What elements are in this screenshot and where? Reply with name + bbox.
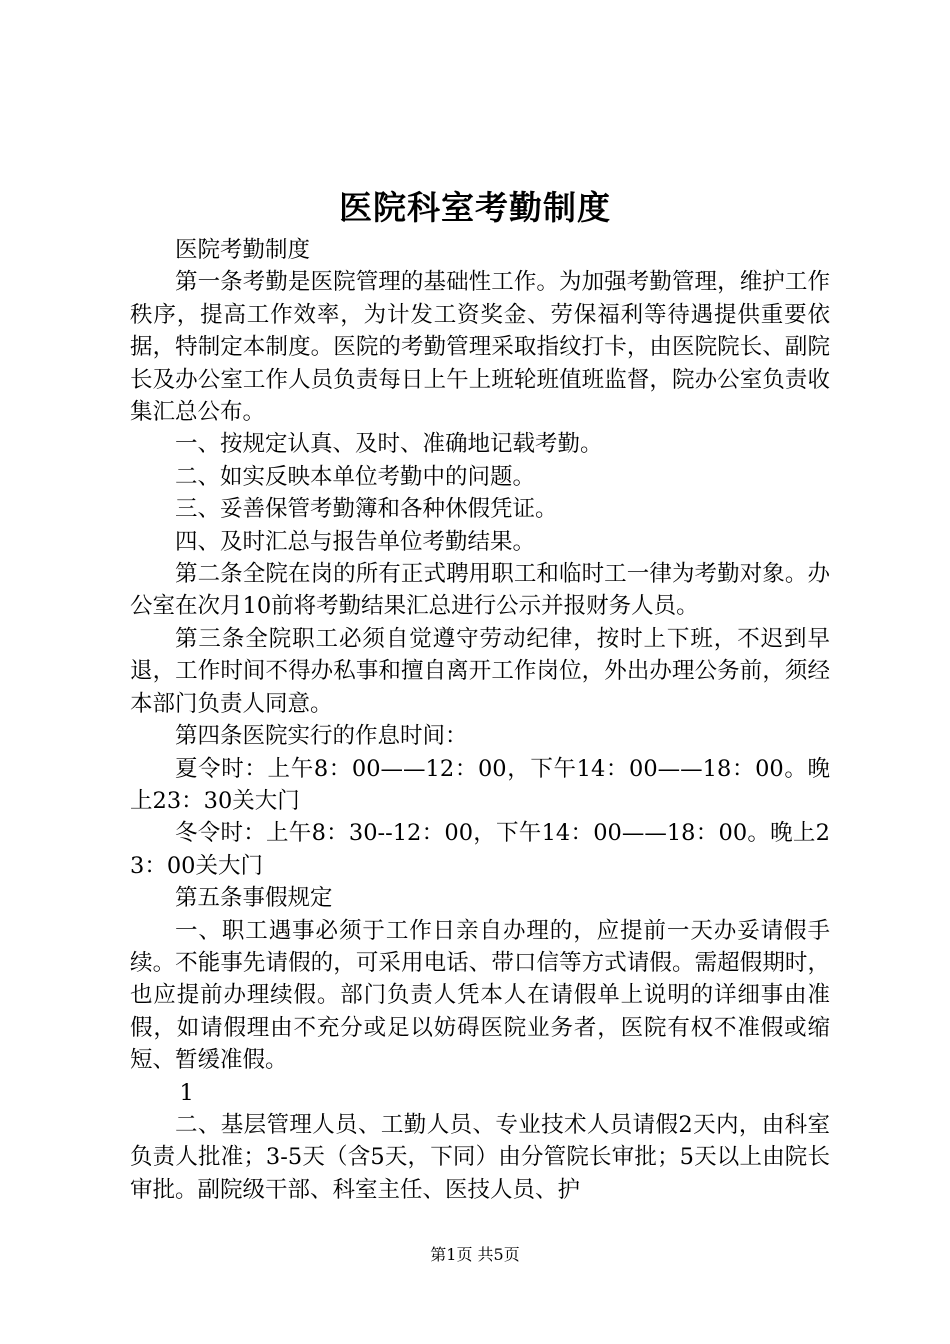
document-body	[130, 234, 830, 1206]
article-paragraph: 第二条全院在岗的所有正式聘用职工和临时工一律为考勤对象。办公室在次月10前将考勤结果汇总进行公示并报财务人员。	[130, 561, 830, 620]
article-paragraph: 第五条事假规定	[175, 885, 333, 912]
article-paragraph: 第四条医院实行的作息时间：	[175, 723, 468, 750]
list-item: 二、如实反映本单位考勤中的问题。	[175, 463, 536, 490]
page-footer: 第1页 共5页	[430, 1245, 520, 1264]
list-item: 一、按规定认真、及时、准确地记载考勤。	[175, 431, 603, 458]
list-item: 二、基层管理人员、工勤人员、专业技术人员请假2天内，由科室负责人批准；3-5天（含5天，下同）由分管院长审批；5天以上由院长审批。副院级干部、科室主任、医技人员、护	[130, 1111, 830, 1203]
list-item: 四、及时汇总与报告单位考勤结果。	[175, 528, 536, 555]
list-item: 一、职工遇事必须于工作日亲自办理的，应提前一天办妥请假手续。不能事先请假的，可采用电话、带口信等方式请假。需超假期时，也应提前办理续假。部门负责人凭本人在请假单上说明的详细事由准假，如请假理由不充分或足以妨碍医院业务者，医院有权不准假或缩短、暂缓准假。	[130, 917, 830, 1074]
list-item: 三、妥善保管考勤簿和各种休假凭证。	[175, 496, 558, 523]
schedule-line: 冬令时：上午8：30--12：00，下午14：00——18：00。晚上23：00关大门	[130, 820, 830, 879]
article-paragraph: 第一条考勤是医院管理的基础性工作。为加强考勤管理，维护工作秩序，提高工作效率，为计发工资奖金、劳保福利等待遇提供重要依据，特制定本制度。医院的考勤管理采取指纹打卡，由医院院长、副院长及办公室工作人员负责每日上午上班轮班值班监督，院办公室负责收集汇总公布。	[130, 269, 830, 426]
article-paragraph: 第三条全院职工必须自觉遵守劳动纪律，按时上下班，不迟到早退，工作时间不得办私事和擅自离开工作岗位，外出办理公务前，须经本部门负责人同意。	[130, 625, 830, 717]
section-heading: 医院考勤制度	[175, 237, 311, 263]
document-title: 医院科室考勤制度	[339, 188, 611, 227]
schedule-line: 夏令时：上午8：00——12：00，下午14：00——18：00。晚上23：30关大门	[130, 755, 830, 814]
inline-page-number: 1	[179, 1079, 194, 1106]
